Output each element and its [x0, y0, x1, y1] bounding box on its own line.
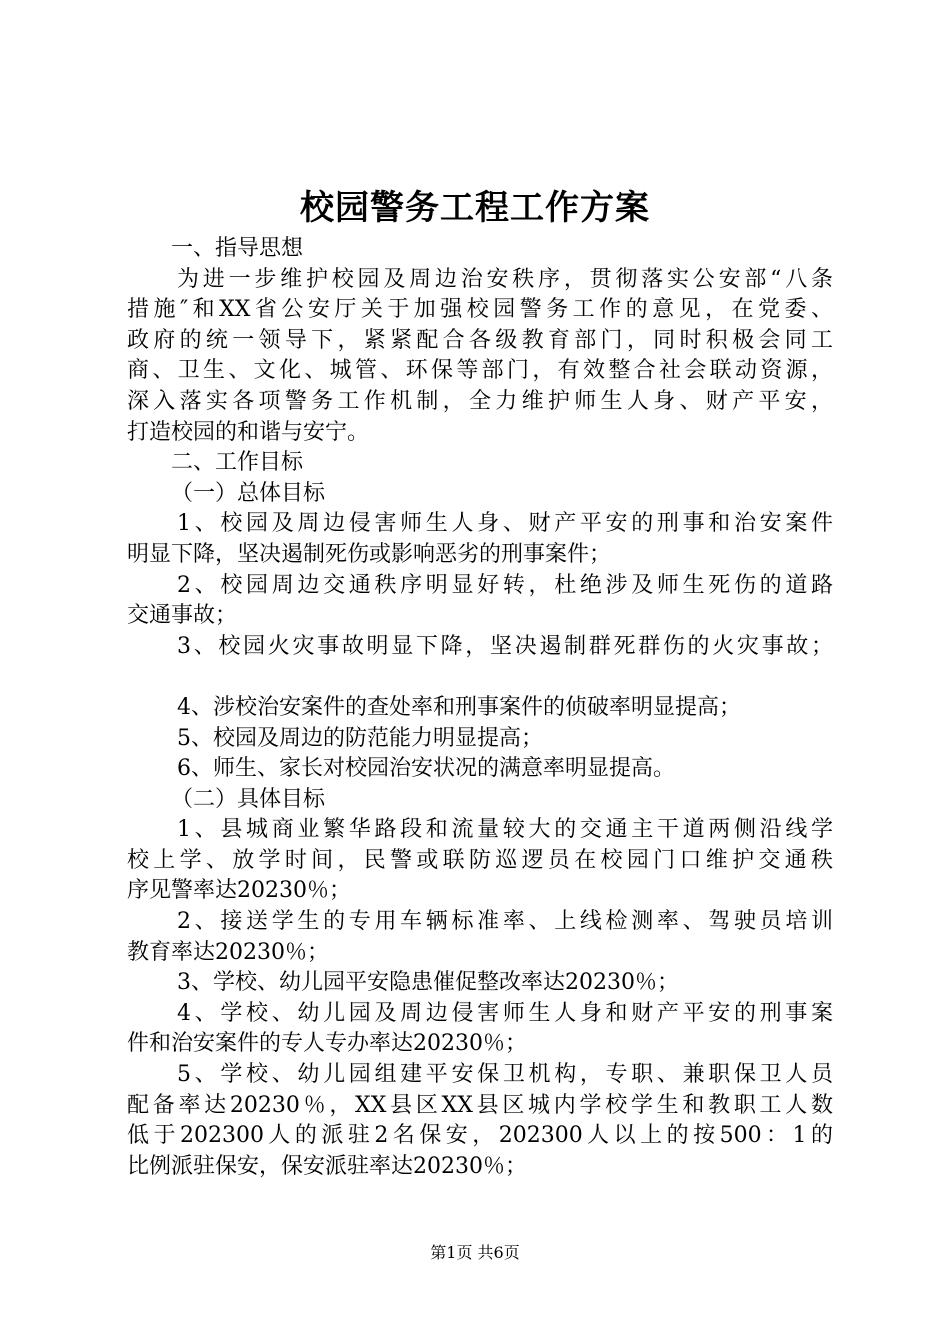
- page-footer: 第1页 共6页: [430, 1243, 520, 1262]
- list-item-line: 配备率达20230％，XX县区XX县区城内学校学生和教职工人数: [127, 1092, 833, 1118]
- paragraph-line: 商、卫生、文化、城管、环保等部门，有效整合社会联动资源，: [127, 358, 833, 384]
- list-item-line: 序见警率达20230％；: [127, 878, 351, 904]
- list-item-line: 3、学校、幼儿园平安隐患催促整改率达20230％；: [177, 970, 679, 996]
- paragraph-line: 措施″和XX省公安厅关于加强校园警务工作的意见，在党委、: [127, 297, 833, 323]
- list-item-line: 5、校园及周边的防范能力明显提高；: [177, 725, 543, 751]
- document-title: 校园警务工程工作方案: [300, 188, 650, 228]
- document-body: [127, 234, 833, 1182]
- blank-line: [127, 662, 833, 693]
- list-item-line: 4、学校、幼儿园及周边侵害师生人身和财产平安的刑事案: [177, 1000, 833, 1026]
- list-item-line: 低于202300人的派驻2名保安，202300人以上的按500：1的: [127, 1123, 833, 1149]
- list-item-line: 3、校园火灾事故明显下降，坚决遏制群死群伤的火灾事故；: [177, 633, 833, 659]
- list-item-line: 2、接送学生的专用车辆标准率、上线检测率、驾驶员培训: [177, 909, 833, 935]
- paragraph-line: 政府的统一领导下，紧紧配合各级教育部门，同时积极会同工: [127, 327, 833, 353]
- list-item-line: 4、涉校治安案件的查处率和刑事案件的侦破率明显提高；: [177, 694, 741, 720]
- subsection-heading: （二）具体目标: [171, 786, 326, 812]
- section-heading: 一、指导思想: [171, 236, 304, 261]
- list-item-line: 教育率达20230％；: [127, 939, 329, 965]
- list-item-line: 5、学校、幼儿园组建平安保卫机构，专职、兼职保卫人员: [177, 1062, 833, 1088]
- list-item-line: 1、校园及周边侵害师生人身、财产平安的刑事和治安案件: [177, 511, 833, 537]
- list-item-line: 比例派驻保安，保安派驻率达20230％；: [127, 1153, 527, 1179]
- list-item-line: 校上学、放学时间，民警或联防巡逻员在校园门口维护交通秩: [127, 847, 833, 873]
- list-item-line: 交通事故；: [127, 603, 238, 629]
- list-item-line: 2、校园周边交通秩序明显好转，杜绝涉及师生死伤的道路: [177, 572, 833, 598]
- list-item-line: 明显下降，坚决遏制死伤或影响恶劣的刑事案件；: [127, 541, 612, 567]
- list-item-line: 件和治安案件的专人专办率达20230％；: [127, 1031, 527, 1057]
- section-heading: 二、工作目标: [171, 450, 304, 476]
- subsection-heading: （一）总体目标: [171, 480, 326, 506]
- paragraph-line: 深入落实各项警务工作机制，全力维护师生人身、财产平安，: [127, 388, 833, 414]
- list-item-line: 6、师生、家长对校园治安状况的满意率明显提高。: [177, 756, 675, 782]
- list-item-line: 1、县城商业繁华路段和流量较大的交通主干道两侧沿线学: [177, 817, 833, 843]
- paragraph-line: 打造校园的和谐与安宁。: [127, 419, 370, 445]
- paragraph-line: 为进一步维护校园及周边治安秩序，贯彻落实公安部“八条: [177, 266, 833, 292]
